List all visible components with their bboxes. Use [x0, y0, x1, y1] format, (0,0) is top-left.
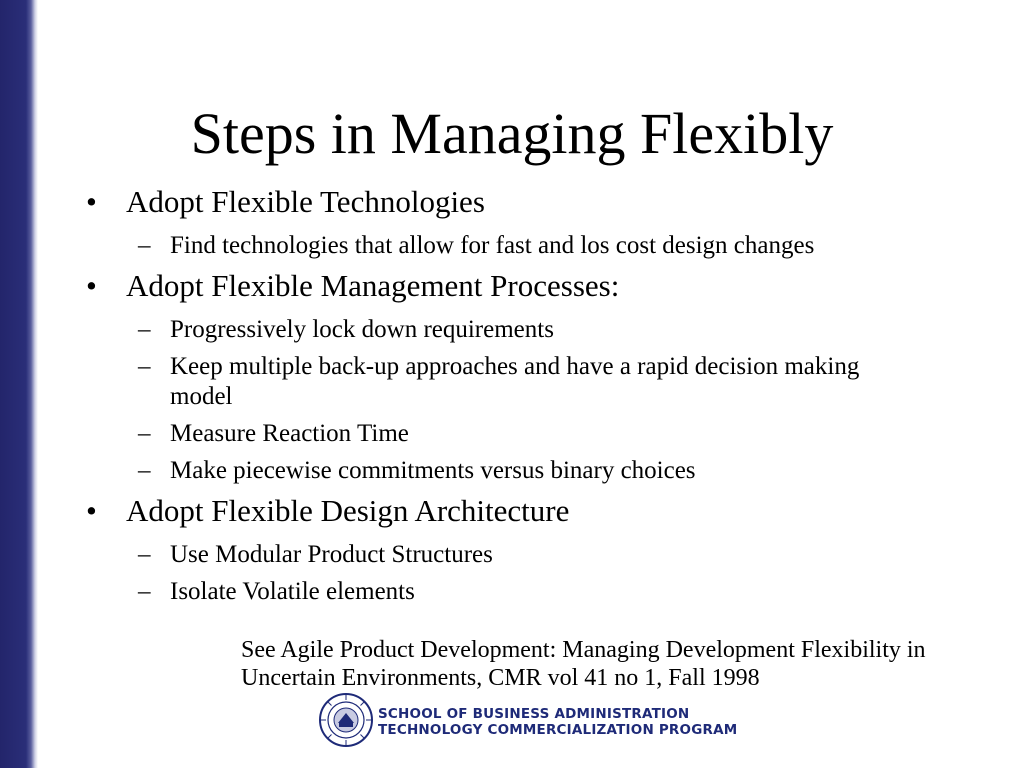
sub-bullet-item [86, 577, 890, 607]
dash-marker: – [138, 420, 151, 447]
dash-marker: – [138, 457, 151, 484]
university-seal-icon [318, 692, 374, 748]
sub-bullet-text: Make piecewise commitments versus binary choices [170, 457, 696, 484]
bullet-item [86, 268, 986, 304]
bullet-text: Adopt Flexible Design Architecture [126, 493, 570, 528]
footer-text [378, 706, 737, 738]
sub-bullet-text: Use Modular Product Structures [170, 541, 493, 568]
bullet-marker: • [86, 184, 97, 219]
dash-marker: – [138, 232, 151, 259]
sub-bullet-item [86, 352, 890, 412]
bullet-list [86, 184, 986, 614]
sub-bullet-item [86, 419, 890, 449]
bullet-text: Adopt Flexible Technologies [126, 184, 485, 219]
sub-bullet-item [86, 231, 890, 261]
dash-marker: – [138, 578, 151, 605]
footer-line-school: SCHOOL OF BUSINESS ADMINISTRATION [378, 706, 690, 722]
bullet-item [86, 184, 986, 220]
sub-bullet-text: Progressively lock down requirements [170, 316, 554, 343]
bullet-marker: • [86, 493, 97, 528]
citation-note: See Agile Product Development: Managing Development Flexibility in Uncertain Environments, CMR vol 41 no 1, Fall 1998 [241, 637, 926, 691]
sub-bullet-item [86, 315, 890, 345]
sub-bullet-text: Isolate Volatile elements [170, 578, 415, 605]
dash-marker: – [138, 541, 151, 568]
footer-line-program: TECHNOLOGY COMMERCIALIZATION PROGRAM [378, 722, 738, 738]
sub-bullet-item [86, 540, 890, 570]
sub-bullet-text: Find technologies that allow for fast and los cost design changes [170, 232, 815, 259]
slide-title: Steps in Managing Flexibly [190, 101, 834, 166]
footer-branding [318, 692, 778, 748]
bullet-text: Adopt Flexible Management Processes: [126, 268, 620, 303]
sub-bullet-text: Measure Reaction Time [170, 420, 409, 447]
sub-bullet-item [86, 456, 890, 486]
dash-marker: – [138, 353, 151, 380]
bullet-item [86, 493, 986, 529]
sub-bullet-text: Keep multiple back-up approaches and have a rapid decision making model [170, 353, 860, 410]
bullet-marker: • [86, 268, 97, 303]
dash-marker: – [138, 316, 151, 343]
